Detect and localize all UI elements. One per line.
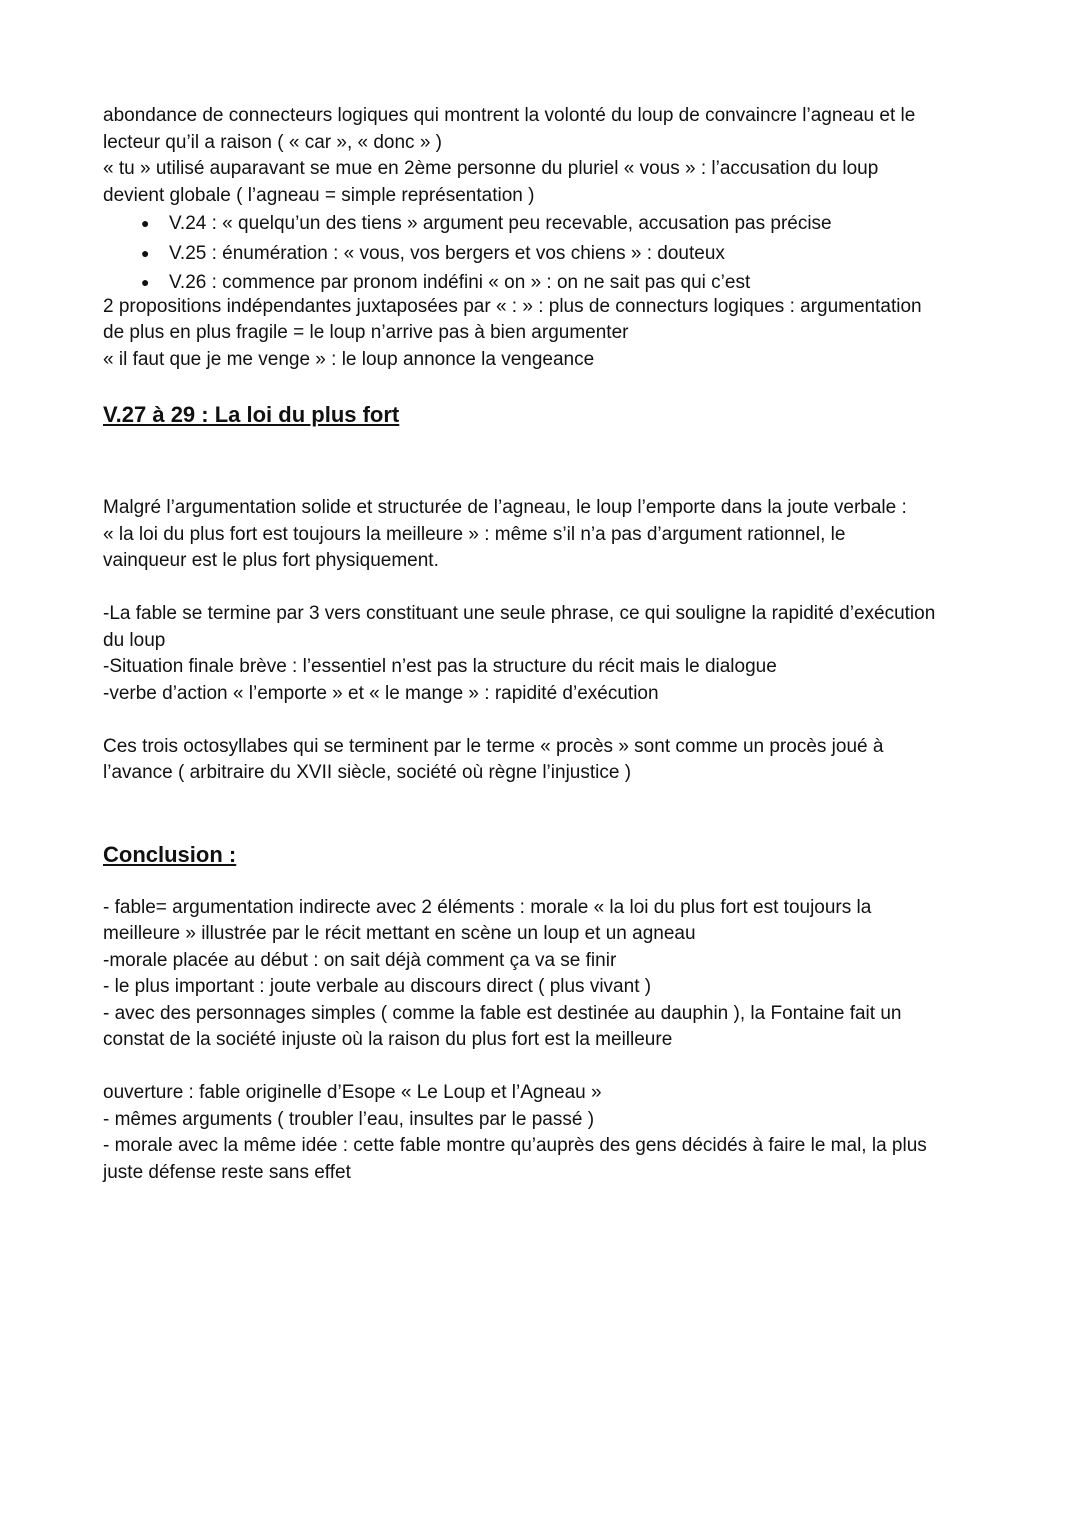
- text-line: constat de la société injuste où la raison du plus fort est la meilleure: [103, 1029, 673, 1050]
- text-line: - fable= argumentation indirecte avec 2 éléments : morale « la loi du plus fort est toujours la: [103, 896, 872, 918]
- text-line: -verbe d’action « l’emporte » et « le mange » : rapidité d’exécution: [103, 682, 659, 704]
- text-line: juste défense reste sans effet: [103, 1161, 351, 1183]
- paragraph-conclusion: [103, 895, 983, 1054]
- text-line: - morale avec la même idée : cette fable montre qu’auprès des gens décidés à faire le mal, la plus: [103, 1135, 927, 1156]
- text-line: vainqueur est le plus fort physiquement.: [103, 550, 439, 571]
- bullet-icon: ●: [141, 274, 150, 290]
- text-line: du loup: [103, 629, 166, 651]
- text-line: - le plus important : joute verbale au discours direct ( plus vivant ): [103, 976, 652, 997]
- bullet-text: V.24 : « quelqu’un des tiens » argument peu recevable, accusation pas précise: [169, 213, 832, 234]
- bullet-icon: ●: [141, 215, 150, 231]
- paragraph-octosyllabes: [103, 734, 983, 787]
- text-line: Malgré l’argumentation solide et structurée de l’agneau, le loup l’emporte dans la joute verbale :: [103, 497, 907, 518]
- text-line: de plus en plus fragile = le loup n’arrive pas à bien argumenter: [103, 322, 629, 343]
- text-line: ouverture : fable originelle d’Esope « Le Loup et l’Agneau »: [103, 1082, 602, 1103]
- bullet-icon: ●: [141, 244, 150, 261]
- section-heading-loi-du-plus-fort: V.27 à 29 : La loi du plus fort: [103, 402, 400, 427]
- document-page: [103, 103, 983, 1186]
- text-line: « la loi du plus fort est toujours la meilleure » : même s’il n’a pas d’argument rationnel, le: [103, 523, 846, 545]
- text-line: « tu » utilisé auparavant se mue en 2ème personne du pluriel « vous » : l’accusation du loup: [103, 158, 879, 179]
- section-heading-conclusion: Conclusion :: [103, 841, 237, 867]
- text-line: l’avance ( arbitraire du XVII siècle, société où règne l’injustice ): [103, 762, 632, 783]
- text-line: -morale placée au début : on sait déjà comment ça va se finir: [103, 949, 617, 971]
- bullet-item: [103, 239, 983, 269]
- text-line: -Situation finale brève : l’essentiel n’est pas la structure du récit mais le dialogue: [103, 656, 777, 677]
- text-line: - avec des personnages simples ( comme la fable est destinée au dauphin ), la Fontaine fait un: [103, 1002, 902, 1024]
- paragraph-ouverture: [103, 1080, 983, 1186]
- bullet-text: V.25 : énumération : « vous, vos bergers et vos chiens » : douteux: [169, 242, 725, 264]
- paragraph-joute-verbale: [103, 495, 983, 575]
- text-line: lecteur qu’il a raison ( « car », « donc » ): [103, 131, 443, 153]
- text-line: devient globale ( l’agneau = simple représentation ): [103, 184, 535, 206]
- text-line: Ces trois octosyllabes qui se terminent par le terme « procès » sont comme un procès joué à: [103, 735, 884, 757]
- text-line: - mêmes arguments ( troubler l’eau, insultes par le passé ): [103, 1108, 595, 1130]
- text-line: abondance de connecteurs logiques qui montrent la volonté du loup de convaincre l’agneau et le: [103, 105, 916, 126]
- text-line: -La fable se termine par 3 vers constituant une seule phrase, ce qui souligne la rapidité d’exécution: [103, 603, 936, 624]
- paragraph-propositions: [103, 294, 983, 374]
- paragraph-argumentation-loup: [103, 103, 983, 209]
- bullet-item: [103, 268, 983, 298]
- bullet-text: V.26 : commence par pronom indéfini « on » : on ne sait pas qui c’est: [169, 272, 751, 293]
- bullet-item: [103, 209, 983, 239]
- text-line: meilleure » illustrée par le récit mettant en scène un loup et un agneau: [103, 923, 696, 944]
- text-line: 2 propositions indépendantes juxtaposées par « : » : plus de connecturs logiques : argumentation: [103, 295, 922, 317]
- bullet-list: [103, 209, 983, 298]
- paragraph-fin-fable: [103, 601, 983, 707]
- text-line: « il faut que je me venge » : le loup annonce la vengeance: [103, 348, 595, 370]
